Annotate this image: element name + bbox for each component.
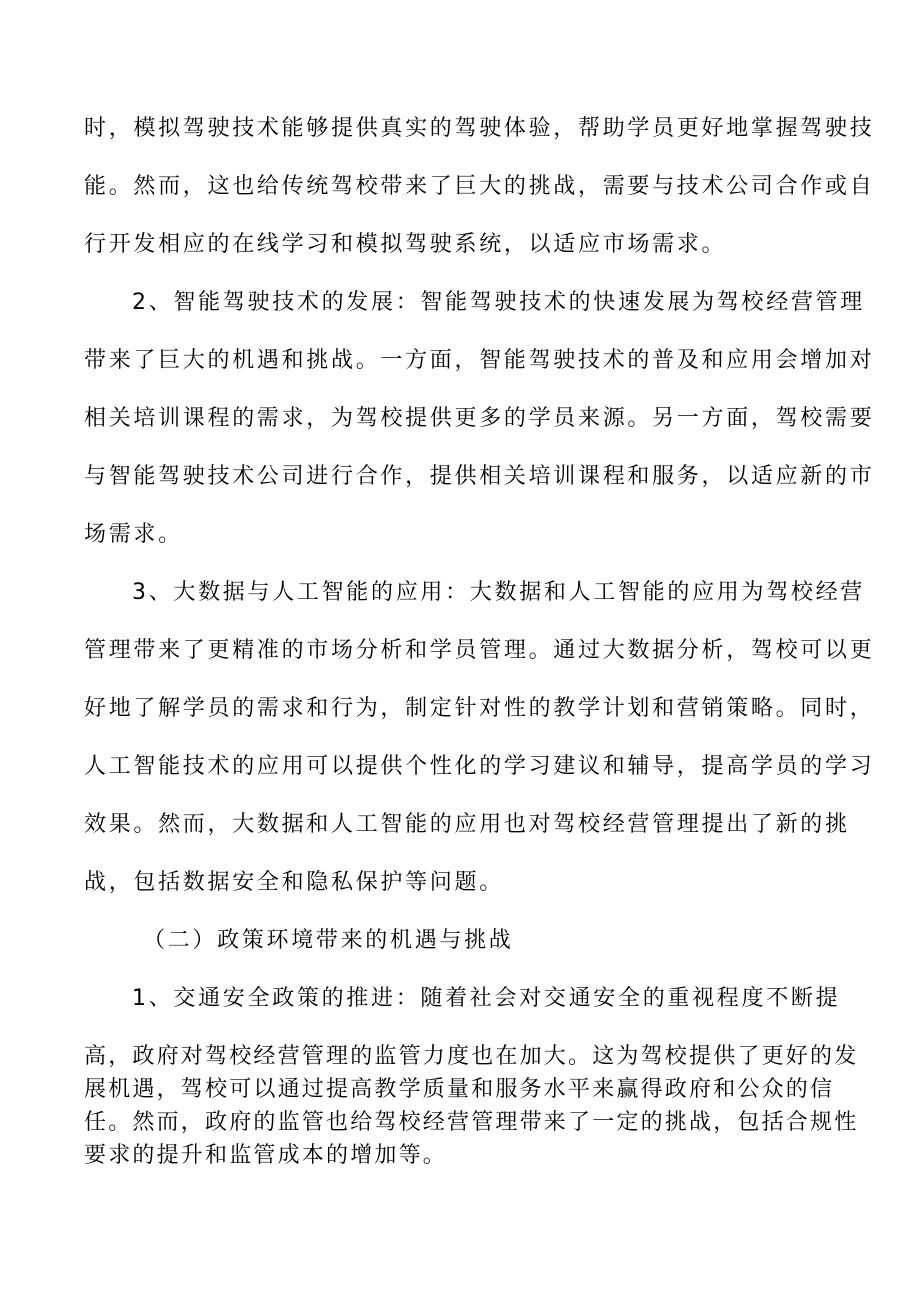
paragraph-4-line-5: 要求的提升和监管成本的增加等。 [84,1143,448,1168]
paragraph-2-line-1: 2、智能驾驶技术的发展：智能驾驶技术的快速发展为驾校经营管理 [132,290,865,315]
paragraph-3-line-4: 人工智能技术的应用可以提供个性化的学习建议和辅导，提高学员的学习 [84,754,875,779]
paragraph-3-line-5: 效果。然而，大数据和人工智能的应用也对驾校经营管理提出了新的挑 [84,812,850,837]
paragraph-4-line-4: 任。然而，政府的监管也给驾校经营管理带来了一定的挑战，包括合规性 [84,1110,859,1135]
paragraph-1-line-2: 能。然而，这也给传统驾校带来了巨大的挑战，需要与技术公司合作或自 [84,174,875,199]
paragraph-4-line-3: 展机遇，驾校可以通过提高教学质量和服务水平来赢得政府和公众的信 [84,1077,835,1102]
paragraph-3-line-2: 管理带来了更精准的市场分析和学员管理。通过大数据分析，驾校可以更 [84,638,875,663]
paragraph-2-line-3: 相关培训课程的需求，为驾校提供更多的学员来源。另一方面，驾校需要 [84,406,875,431]
paragraph-1-line-1: 时，模拟驾驶技术能够提供真实的驾驶体验，帮助学员更好地掌握驾驶技 [84,116,875,141]
paragraph-4-line-2: 高，政府对驾校经营管理的监管力度也在加大。这为驾校提供了更好的发 [84,1044,859,1069]
paragraph-2-line-5: 场需求。 [84,522,183,547]
paragraph-3-line-3: 好地了解学员的需求和行为，制定针对性的教学计划和营销策略。同时， [84,696,875,721]
paragraph-2-line-2: 带来了巨大的机遇和挑战。一方面，智能驾驶技术的普及和应用会增加对 [84,348,875,373]
paragraph-4-line-1: 1、交通安全政策的推进：随着社会对交通安全的重视程度不断提 [132,986,841,1011]
paragraph-2-line-4: 与智能驾驶技术公司进行合作，提供相关培训课程和服务，以适应新的市 [84,464,875,489]
paragraph-1-line-3: 行开发相应的在线学习和模拟驾驶系统，以适应市场需求。 [84,232,727,257]
section-heading: （二）政策环境带来的机遇与挑战 [143,928,514,953]
paragraph-3-line-1: 3、大数据与人工智能的应用：大数据和人工智能的应用为驾校经营 [132,580,865,605]
paragraph-3-line-6: 战，包括数据安全和隐私保护等问题。 [84,870,504,895]
